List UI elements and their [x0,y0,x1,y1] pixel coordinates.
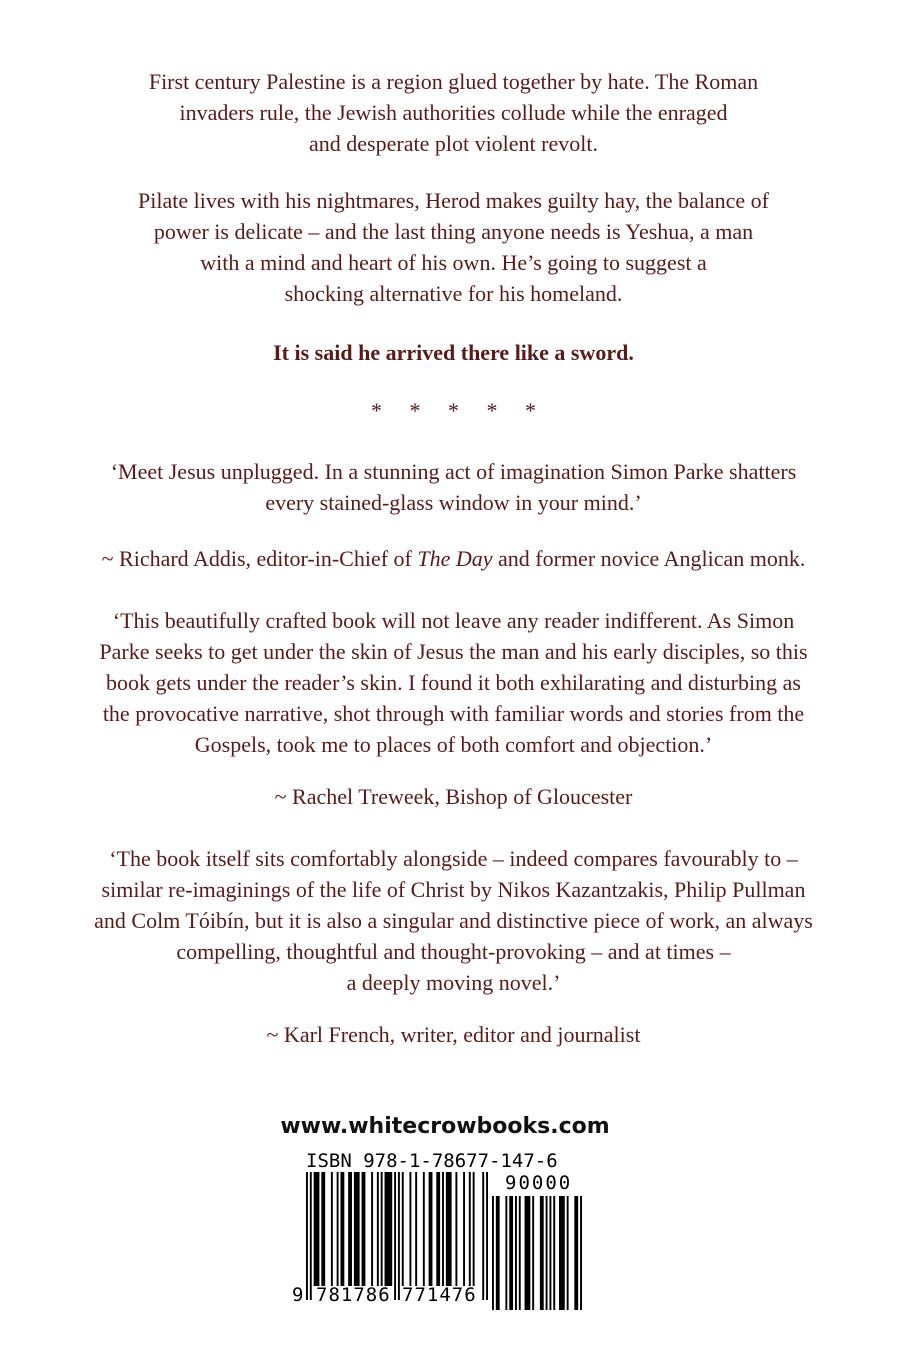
barcode-bar [409,1172,411,1286]
quote-line: ‘This beautifully crafted book will not leave any reader indifferent. As Simon [112,608,795,633]
barcode-bar [553,1196,555,1310]
barcode-bar [314,1172,320,1286]
barcode-bar [540,1196,544,1310]
tagline: It is said he arrived there like a sword. [273,340,634,365]
barcode-bar [549,1196,551,1310]
barcode-bar [371,1172,373,1286]
blurb-line: and desperate plot violent revolt. [309,131,598,156]
barcode-bar [310,1172,312,1300]
barcode-bar [429,1172,433,1286]
barcode-bar [348,1172,352,1286]
barcode-bar [340,1172,344,1286]
quote-line: every stained-glass window in your mind.’ [265,490,642,515]
barcode-bar [321,1172,325,1286]
addon-digits: 90000 [505,1172,573,1194]
section-separator: * * * * * [371,398,536,423]
barcode-bar [402,1172,404,1286]
barcode-bar [423,1172,425,1286]
blurb-line: power is delicate – and the last thing anyone needs is Yeshua, a man [153,219,754,244]
barcode-bar [515,1196,517,1310]
barcode-bar [492,1196,494,1310]
barcode-bar [331,1172,333,1286]
quote-line: ‘Meet Jesus unplugged. In a stunning act of imagination Simon Parke shatters [110,459,797,484]
barcode-bar [381,1172,383,1286]
attribution-text: ~ Richard Addis, editor-in-Chief of [101,546,418,571]
addon-barcode [492,1196,582,1310]
quote-line: compelling, thoughtful and thought-provoking – and at times – [176,939,731,964]
barcode-bar [306,1172,308,1300]
barcode-bar [546,1196,548,1310]
blurb-line: Pilate lives with his nightmares, Herod makes guilty hay, the balance of [138,188,769,213]
review-1-attribution [40,543,867,574]
quote-line: Parke seeks to get under the skin of Jesus the man and his early disciples, so this [99,639,808,664]
blurb-line: with a mind and heart of his own. He’s going to suggest a [200,250,707,275]
barcode-bar [394,1172,396,1300]
blurb-paragraph-1 [40,66,867,159]
barcode-bar [398,1172,400,1300]
attribution-text: and former novice Anglican monk. [492,546,806,571]
barcode-bar [354,1172,360,1286]
barcode-bar [436,1172,440,1286]
barcode-bar [455,1172,457,1286]
barcode-lead-digit: 9 [292,1284,304,1306]
barcode-bar [525,1196,531,1310]
quote-line: and Colm Tóibín, but it is also a singular and distinctive piece of work, an always [94,908,813,933]
barcode-left-digits: 781786 [316,1284,391,1306]
quote-line: book gets under the reader’s skin. I found it both exhilarating and disturbing as [106,670,801,695]
barcode-right-digits: 771476 [402,1284,477,1306]
barcode-bar [509,1196,513,1310]
isbn-label: ISBN 978-1-78677-147-6 [306,1150,558,1172]
publication-title: The Day [417,546,493,571]
barcode-bar [567,1196,569,1310]
publisher-url[interactable]: www.whitecrowbooks.com [280,1114,610,1139]
quote-line: ‘The book itself sits comfortably alongside – indeed compares favourably to – [109,846,798,871]
review-2-quote [40,605,867,760]
blurb-line: First century Palestine is a region glued together by hate. The Roman [148,69,759,94]
quote-line: the provocative narrative, shot through with familiar words and stories from the [102,701,805,726]
barcode-bar [519,1196,521,1310]
barcode-bar [337,1172,339,1286]
review-1-quote [40,456,867,518]
barcode-bar [446,1172,452,1286]
review-2-attribution: ~ Rachel Treweek, Bishop of Gloucester [274,784,633,809]
review-3-attribution: ~ Karl French, writer, editor and journalist [266,1022,641,1047]
quote-line: similar re-imaginings of the life of Christ by Nikos Kazantzakis, Philip Pullman [101,877,806,902]
blurb-paragraph-2 [40,185,867,309]
barcode-bar [442,1172,444,1286]
barcode-bar [532,1196,534,1310]
blurb-line: invaders rule, the Jewish authorities collude while the enraged [179,100,728,125]
barcode-bar [377,1172,379,1286]
barcode-bar [473,1172,475,1286]
review-3-quote [40,843,867,998]
barcode-bar [482,1172,484,1300]
barcode-bar [463,1172,465,1286]
barcode-bar [574,1196,578,1310]
barcode-bar [505,1196,507,1310]
barcode-bar [469,1172,471,1286]
quote-line: Gospels, took me to places of both comfort and objection.’ [194,732,713,757]
barcode-bar [486,1172,488,1300]
blurb-line: shocking alternative for his homeland. [284,281,623,306]
barcode-bar [415,1172,417,1286]
barcode-bar [559,1196,565,1310]
barcode-bar [362,1172,366,1286]
barcode-bar [385,1172,393,1286]
barcode-bar [580,1196,582,1310]
quote-line: a deeply moving novel.’ [346,970,561,995]
barcode-bar [496,1196,500,1310]
